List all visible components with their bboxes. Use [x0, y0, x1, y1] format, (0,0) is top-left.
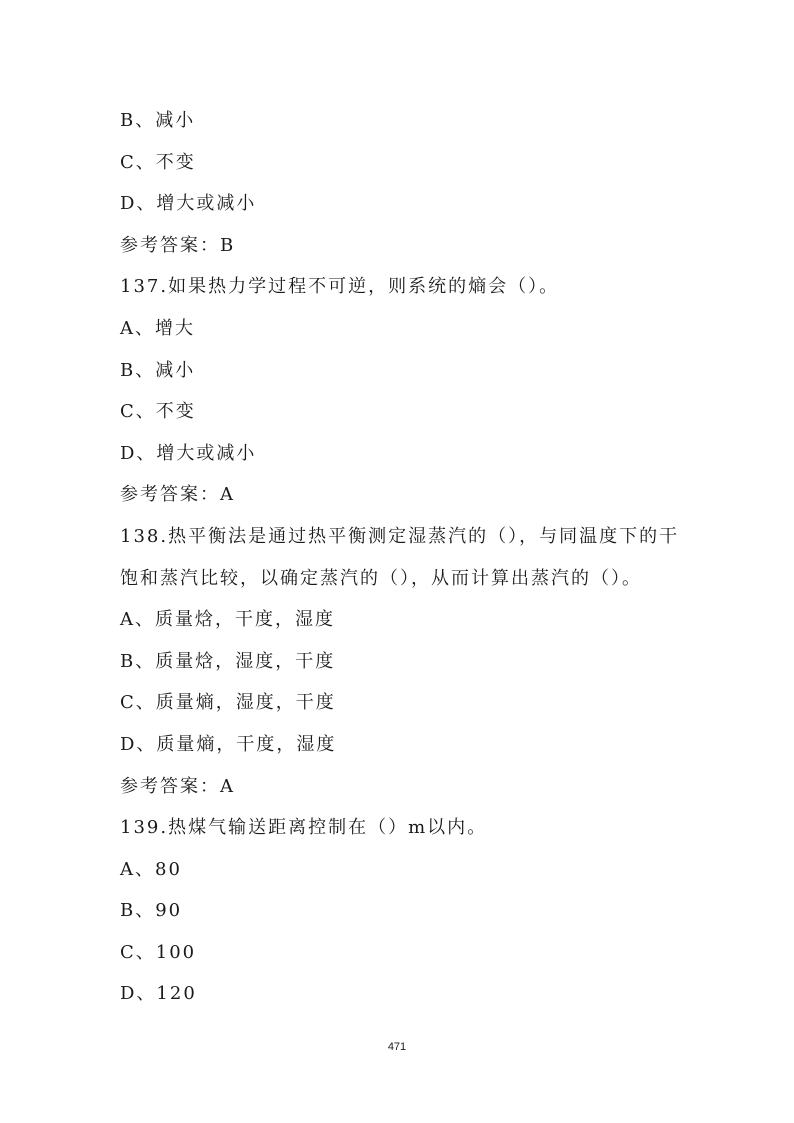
answer-137: 参考答案：A — [120, 484, 235, 506]
option-c: C、不变 — [120, 151, 196, 173]
page-number: 471 — [387, 1041, 407, 1053]
page-content — [120, 100, 680, 1015]
question-137: 137.如果热力学过程不可逆，则系统的熵会（）。 — [120, 276, 560, 298]
question-139: 139.热煤气输送距离控制在（）m以内。 — [120, 817, 488, 839]
option-a: A、增大 — [120, 317, 195, 339]
option-a: A、质量焓，干度，湿度 — [120, 609, 335, 631]
option-d: D、120 — [120, 983, 197, 1005]
option-b: B、减小 — [120, 110, 196, 131]
option-d: D、质量熵，干度，湿度 — [120, 733, 337, 755]
option-d: D、增大或减小 — [120, 193, 257, 215]
answer-136: 参考答案：B — [120, 234, 236, 256]
option-c: C、不变 — [120, 401, 196, 423]
option-c: C、质量熵，湿度，干度 — [120, 692, 336, 714]
option-a: A、80 — [120, 858, 182, 880]
option-b: B、90 — [120, 900, 183, 922]
option-b: B、质量焓，湿度，干度 — [120, 650, 336, 672]
answer-138: 参考答案：A — [120, 775, 235, 797]
option-b: B、减小 — [120, 359, 196, 381]
option-d: D、增大或减小 — [120, 442, 257, 464]
question-138: 138.热平衡法是通过热平衡测定湿蒸汽的（），与同温度下的干饱和蒸汽比较，以确定蒸汽的（），从而计算出蒸汽的（）。 — [120, 525, 680, 589]
option-c: C、100 — [120, 941, 197, 963]
